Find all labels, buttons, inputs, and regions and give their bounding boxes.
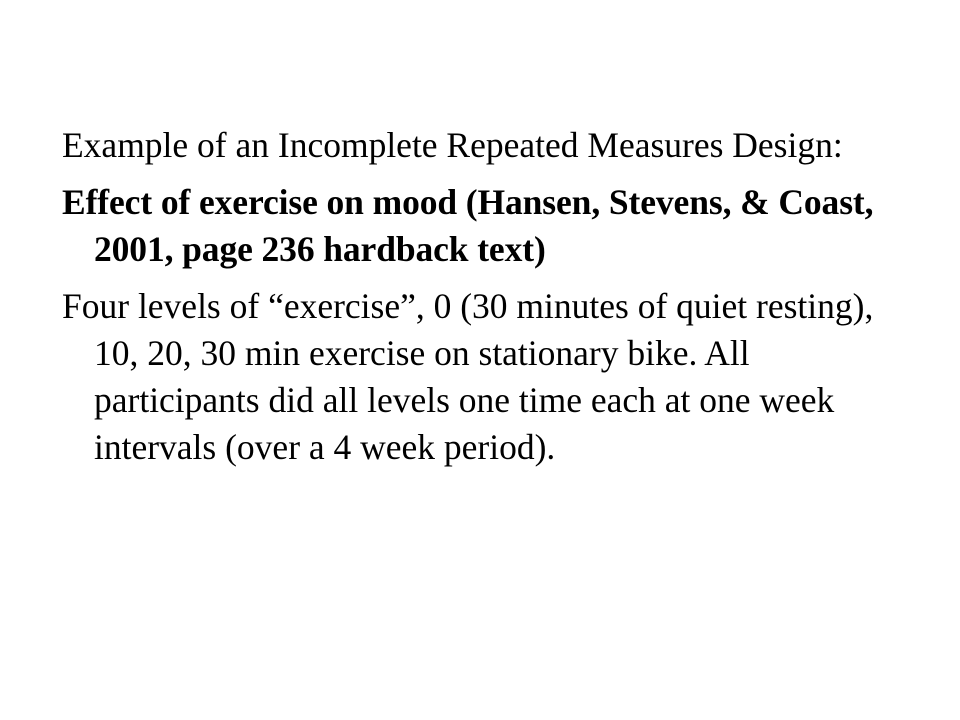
slide-body — [62, 122, 912, 481]
design-heading: Example of an Incomplete Repeated Measures Design: — [62, 125, 843, 165]
study-citation: Effect of exercise on mood (Hansen, Stevens, & Coast, 2001, page 236 hardback text) — [62, 182, 874, 269]
exercise-levels-description: Four levels of “exercise”, 0 (30 minutes of quiet resting), 10, 20, 30 min exercise on stationary bike. All participants did all levels one time each at one week intervals (over a 4 week period). — [62, 286, 874, 467]
